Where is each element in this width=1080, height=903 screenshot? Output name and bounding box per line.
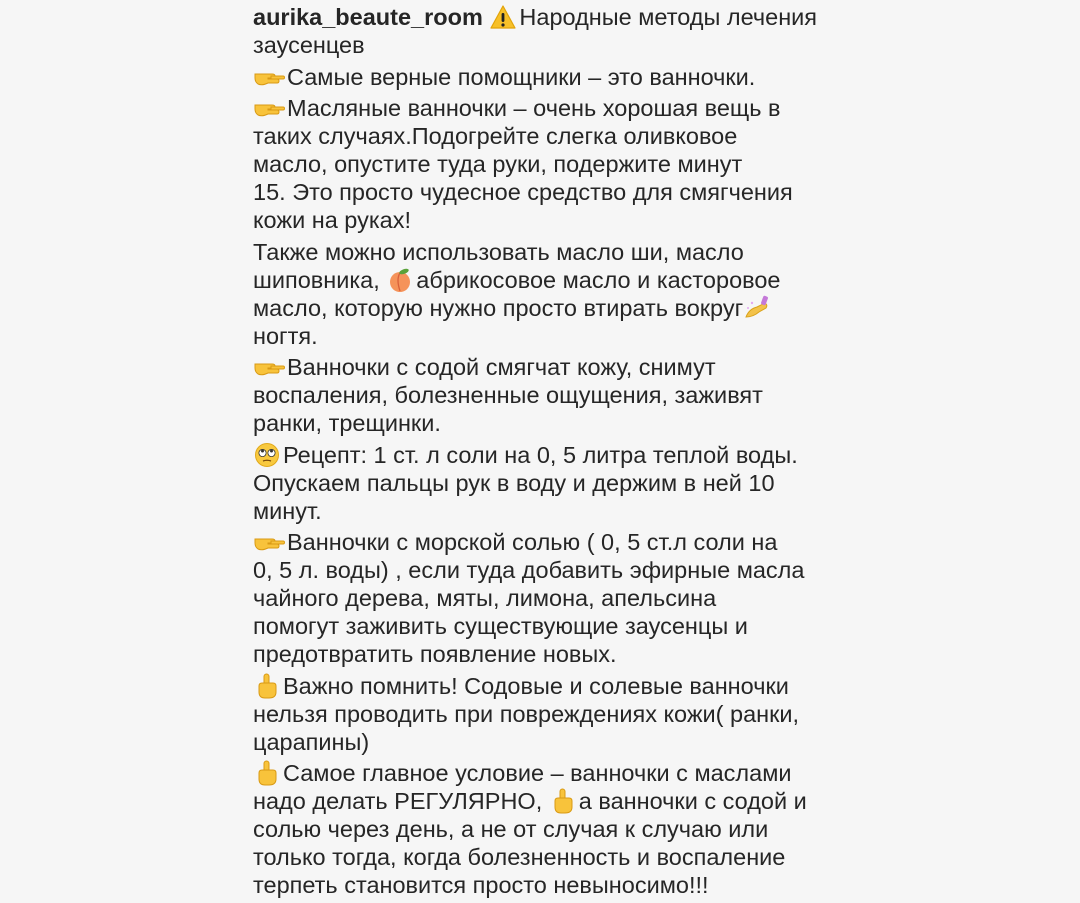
caption-line: минут. <box>253 497 322 524</box>
caption-paragraph <box>253 63 863 91</box>
username-link[interactable]: aurika_beaute_room <box>253 4 483 30</box>
caption-line: нельзя проводить при повреждениях кожи( ранки, <box>253 700 800 727</box>
caption-paragraph <box>253 528 863 668</box>
caption-line: а ванночки с содой и <box>578 788 807 814</box>
caption-line: чайного дерева, мяты, лимона, апельсина <box>253 585 717 611</box>
post-caption <box>253 3 863 903</box>
caption-line: абрикосовое масло и касторовое <box>416 266 781 293</box>
caption-line: воспаления, болезненные ощущения, заживят <box>253 382 763 408</box>
caption-paragraph <box>253 759 863 899</box>
caption-line: предотвратить появление новых. <box>253 641 617 667</box>
caption-line: Также можно использовать масло ши, масло <box>253 238 744 265</box>
nail-polish-icon <box>743 295 771 321</box>
pointing-hand-icon <box>253 95 285 121</box>
caption-line: надо делать РЕГУЛЯРНО, <box>253 788 543 814</box>
caption-title-line-2: заусенцев <box>253 32 365 58</box>
caption-line: шиповника, <box>253 266 380 293</box>
caption-line: 0, 5 л. воды) , если туда добавить эфирные масла <box>253 557 805 583</box>
caption-paragraph <box>253 441 863 525</box>
caption-line: масло, опустите туда руки, подержите минут <box>253 151 743 177</box>
warning-icon <box>489 4 517 30</box>
pointing-hand-icon <box>253 529 285 555</box>
caption-line: ранки, трещинки. <box>253 410 441 436</box>
caption-line: помогут заживить существующие заусенцы и <box>253 613 748 639</box>
caption-line: Самое главное условие – ванночки с маслами <box>283 760 792 786</box>
caption-paragraph <box>253 672 863 756</box>
caption-line: Рецепт: 1 ст. л соли на 0, 5 литра теплой воды. <box>283 441 798 468</box>
caption-line: только тогда, когда болезненность и воспаление <box>253 844 786 870</box>
caption-line: терпеть становится просто невыносимо!!! <box>253 872 709 898</box>
caption-paragraph <box>253 353 863 437</box>
caption-line: ногтя. <box>253 322 318 349</box>
caption-line: Самые верные помощники – это ванночки. <box>287 63 756 90</box>
caption-line: 15. Это просто чудесное средство для смягчения <box>253 179 793 205</box>
caption-line: царапины) <box>253 728 370 755</box>
caption-title-line-1: Народные методы лечения <box>519 4 818 30</box>
index-up-icon <box>549 788 577 814</box>
caption-line: Опускаем пальцы рук в воду и держим в ней 10 <box>253 469 775 496</box>
caption-line: Ванночки с морской солью ( 0, 5 ст.л соли на <box>287 529 778 555</box>
caption-line: солью через день, а не от случая к случаю или <box>253 816 769 842</box>
caption-line: масло, которую нужно просто втирать вокруг <box>253 294 744 321</box>
index-up-icon <box>253 760 281 786</box>
pointing-hand-icon <box>253 354 285 380</box>
caption-paragraph <box>253 94 863 234</box>
caption-header <box>253 3 863 59</box>
index-up-icon <box>253 673 281 699</box>
caption-line: Масляные ванночки – очень хорошая вещь в <box>287 95 781 121</box>
caption-paragraph <box>253 238 863 350</box>
caption-line: кожи на руках! <box>253 207 412 233</box>
caption-line: Ванночки с содой смягчат кожу, снимут <box>287 354 716 380</box>
caption-line: Важно помнить! Содовые и солевые ванночки <box>283 672 789 699</box>
caption-line: таких случаях.Подогрейте слегка оливковое <box>253 123 738 149</box>
pointing-hand-icon <box>253 64 285 90</box>
eye-roll-face-icon <box>253 442 281 468</box>
peach-icon <box>386 267 414 293</box>
